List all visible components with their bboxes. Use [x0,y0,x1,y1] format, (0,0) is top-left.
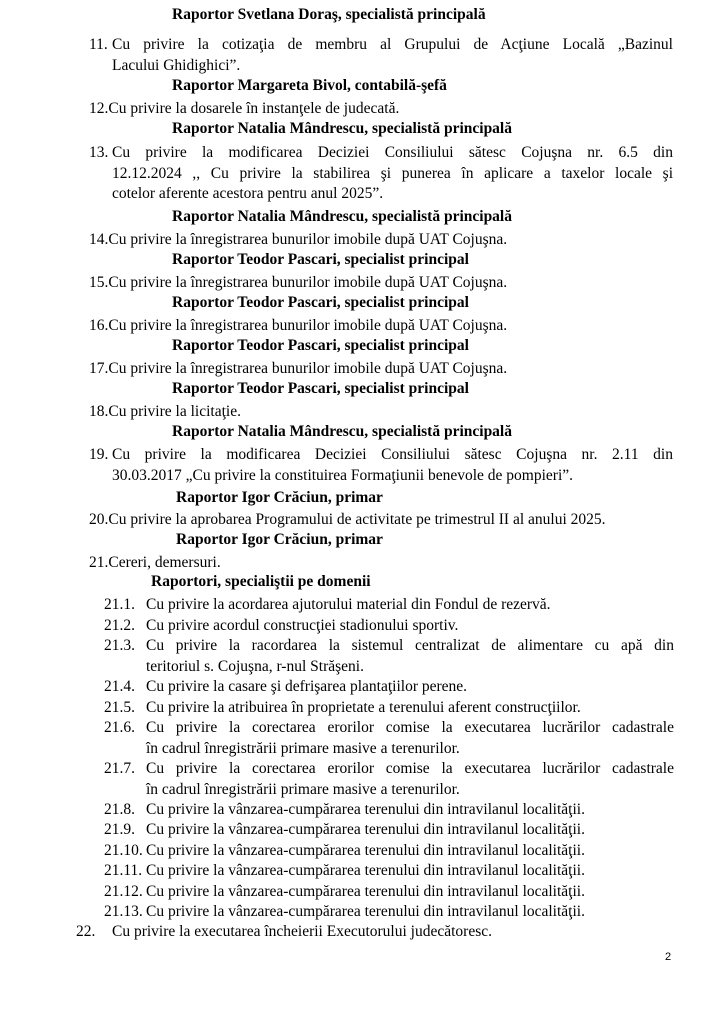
subitem-number: 21.9. [104,821,135,838]
subitem-text-line: în cadrul înregistrării primare masive a terenurilor. [146,739,460,757]
subitem-number: 21.12. [104,883,143,900]
subitem-text-line: în cadrul înregistrării primare masive a terenurilor. [146,780,460,798]
item-number: 14. [89,231,109,248]
subitem-21-4 [104,677,674,698]
raportor-line: Raportor Igor Crăciun, primar [176,489,383,506]
subitem-text: Cu privire la casare şi defrişarea plantaţiilor perene. [146,678,468,695]
item-text: Cu privire la aprobarea Programului de activitate pe trimestrul II al anului 2025. [108,511,606,528]
agenda-item-14 [89,230,673,251]
subitem-text-line: Cu privire la corectarea erorilor comise la executarea lucrărilor cadastrale [146,719,674,736]
item-text-line: 12.12.2024 ,, Cu privire la stabilirea şi punerea în aplicare a taxelor locale şi [112,164,673,182]
item-text: Cu privire la înregistrarea bunurilor imobile după UAT Cojuşna. [108,360,508,377]
raportor-line: Raportor Natalia Mândrescu, specialistă principală [172,423,512,440]
raportor-line: Raportor Natalia Mândrescu, specialistă principală [172,120,512,137]
item-text: Cu privire la dosarele în instanţele de judecată. [108,100,400,117]
agenda-item-20 [89,510,679,531]
item-number: 20. [89,511,109,528]
raportor-line: Raportor Teodor Pascari, specialist principal [172,337,469,354]
item-number: 12. [89,100,109,117]
item-number: 19. [89,446,109,463]
raportor-line: Raportori, specialiştii pe domenii [151,573,371,590]
raportor-line: Raportor Igor Crăciun, primar [176,531,383,548]
item-number: 16. [89,317,109,334]
subitem-text: Cu privire la vânzarea-cumpărarea terenului din intravilanul localităţii. [146,821,585,838]
subitem-text: Cu privire la acordarea ajutorului material din Fondul de rezervă. [146,596,551,613]
item-text-line: Cu privire la modificarea Deciziei Consiliului sătesc Cojuşna nr. 6.5 din [112,144,673,161]
subitem-text: Cu privire la vânzarea-cumpărarea terenului din intravilanul localităţii. [146,801,585,818]
subitem-text: Cu privire la vânzarea-cumpărarea terenului din intravilanul localităţii. [146,903,585,920]
raportor-line: Raportor Natalia Mândrescu, specialistă principală [172,208,512,225]
page-number: 2 [665,951,672,963]
raportor-line: Raportor Teodor Pascari, specialist principal [172,251,469,268]
item-number: 15. [89,274,109,291]
subitem-21-8 [104,800,674,821]
agenda-item-21 [89,553,673,574]
subitem-21-11 [104,861,674,882]
subitem-number: 21.7. [104,760,135,777]
subitem-21-6 [104,718,674,760]
subitem-21-2 [104,616,674,637]
subitem-21-12 [104,882,674,903]
subitem-21-1 [104,595,674,616]
agenda-item-11 [89,35,673,76]
subitem-number: 21.3. [104,637,135,654]
item-text-line: 30.03.2017 „Cu privire la constituirea Formaţiunii benevole de pompieri”. [112,466,574,484]
subitem-text-line: teritoriul s. Cojuşna, r-nul Străşeni. [146,657,364,675]
subitem-number: 21.10. [104,842,143,859]
item-text-line: Cu privire la cotizaţia de membru al Grupului de Acţiune Locală „Bazinul [112,36,673,53]
subitem-number: 21.11. [104,862,143,879]
item-number: 21. [89,554,109,571]
subitem-number: 21.13. [104,903,143,920]
agenda-item-22 [76,922,676,943]
subitem-number: 21.2. [104,617,135,634]
subitem-text: Cu privire la atribuirea în proprietate a terenului aferent construcţiilor. [146,699,581,716]
subitem-text: Cu privire la vânzarea-cumpărarea terenului din intravilanul localităţii. [146,862,585,879]
item-text: Cu privire la licitaţie. [108,403,241,420]
agenda-item-18 [89,402,673,423]
subitem-21-5 [104,698,674,719]
agenda-item-12 [89,99,673,120]
item-text-line: cotelor aferente acestora pentru anul 2025”. [112,185,384,202]
raportor-line: Raportor Teodor Pascari, specialist principal [172,380,469,397]
agenda-item-16 [89,316,673,337]
subitem-text: Cu privire acordul construcţiei stadionului sportiv. [146,617,459,634]
item-number: 11. [89,36,108,53]
agenda-item-13 [89,143,673,205]
subitem-number: 21.6. [104,719,135,736]
subitem-21-10 [104,841,674,862]
item-text: Cereri, demersuri. [108,554,221,571]
item-text-line: Cu privire la modificarea Deciziei Consiliului sătesc Cojuşna nr. 2.11 din [112,446,673,463]
subitem-number: 21.4. [104,678,135,695]
item-text: Cu privire la înregistrarea bunurilor imobile după UAT Cojuşna. [108,231,508,248]
raportor-line: Raportor Margareta Bivol, contabilă-şefă [172,77,447,94]
subitem-21-13 [104,902,674,923]
subitem-number: 21.1. [104,596,135,613]
item-number: 17. [89,360,109,377]
subitem-21-3 [104,636,674,678]
subitem-text-line: Cu privire la corectarea erorilor comise la executarea lucrărilor cadastrale [146,760,674,777]
raportor-line: Raportor Svetlana Doraş, specialistă principală [172,6,486,23]
item-number: 18. [89,403,109,420]
subitem-number: 21.5. [104,699,135,716]
raportor-line: Raportor Teodor Pascari, specialist principal [172,294,469,311]
subitem-number: 21.8. [104,801,135,818]
subitem-21-9 [104,820,674,841]
item-number: 13. [89,144,109,161]
item-text-line: Lacului Ghidighici”. [112,56,241,74]
subitem-text: Cu privire la vânzarea-cumpărarea terenului din intravilanul localităţii. [146,883,585,900]
agenda-item-15 [89,273,673,294]
subitem-text: Cu privire la vânzarea-cumpărarea terenului din intravilanul localităţii. [146,842,585,859]
agenda-item-17 [89,359,673,380]
subitem-21-7 [104,759,674,801]
agenda-item-19 [89,445,673,486]
item-text: Cu privire la înregistrarea bunurilor imobile după UAT Cojuşna. [108,317,508,334]
subitem-text-line: Cu privire la racordarea la sistemul centralizat de alimentare cu apă din [146,637,674,654]
item-text: Cu privire la executarea încheierii Executorului judecătoresc. [112,923,492,940]
item-number: 22. [76,923,96,940]
item-text: Cu privire la înregistrarea bunurilor imobile după UAT Cojuşna. [108,274,508,291]
